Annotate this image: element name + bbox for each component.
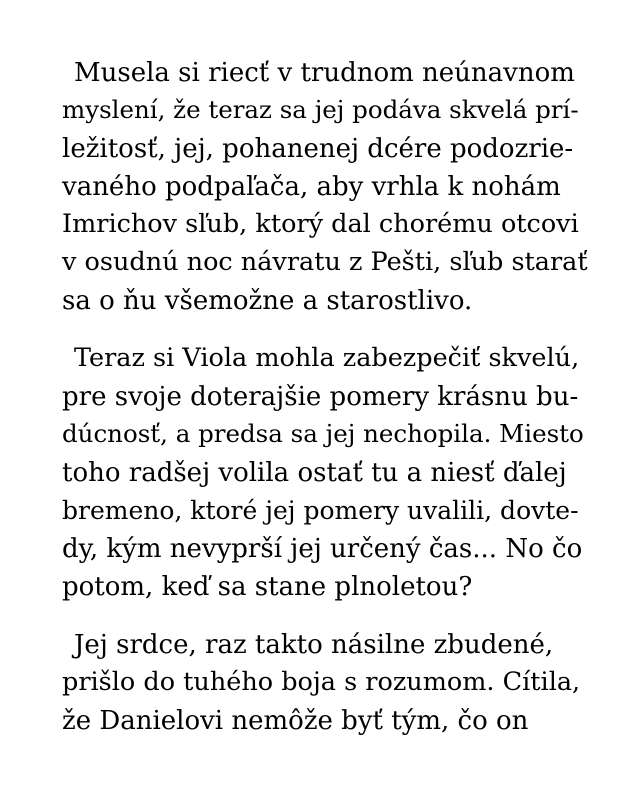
text-line: potom, keď sa stane plnoletou? (62, 572, 473, 602)
text-line: vaného podpaľača, aby vrhla k nohám (62, 172, 561, 202)
text-line: ležitosť, jej, pohanenej dcére podozrie- (62, 134, 574, 164)
text-line: prišlo do tuhého boja s rozumom. Cítila, (62, 667, 581, 697)
text-line: myslení, že teraz sa jej podáva skvelá prí- (62, 95, 579, 124)
text-line: Jej srdce, raz takto násilne zbudené, (74, 630, 554, 660)
text-line: sa o ňu všemožne a starostlivo. (62, 286, 473, 316)
text-line: pre svoje doterajšie pomery krásnu bu- (62, 382, 579, 412)
text-line: Teraz si Viola mohla zabezpečiť skvelú, (74, 343, 580, 373)
text-line: Imrichov sľub, ktorý dal chorému otcovi (62, 209, 579, 239)
text-line: toho radšej volila ostať tu a niesť ďalej (62, 458, 567, 488)
text-line: dúcnosť, a predsa sa jej nechopila. Miesto (62, 419, 584, 448)
text-line: bremeno, ktoré jej pomery uvalili, dovte- (62, 496, 579, 525)
text-line: dy, kým nevyprší jej určený čas... No čo (62, 534, 583, 564)
text-line: že Danielovi nemôže byť tým, čo on (62, 706, 529, 736)
text-line: v osudnú noc návratu z Pešti, sľub starať (62, 247, 588, 277)
text-line: Musela si riecť v trudnom neúnavnom (74, 58, 575, 88)
